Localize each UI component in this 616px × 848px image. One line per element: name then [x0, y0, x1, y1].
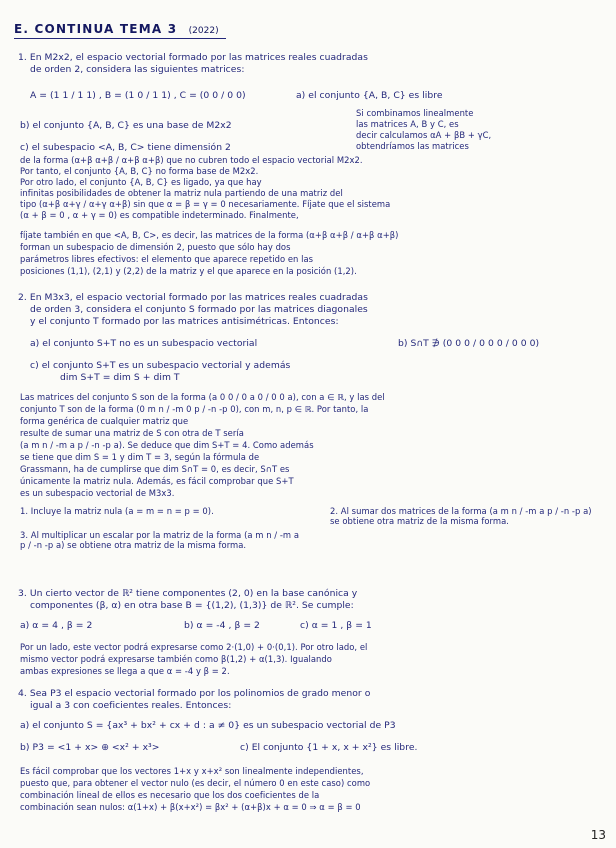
- q2-option-a: a) el conjunto S+T no es un subespacio vectorial: [30, 338, 258, 349]
- q2-body-6: se tiene que dim S = 1 y dim T = 3, según la fórmula de: [20, 452, 260, 462]
- q4-body-4: combinación sean nulos: α(1+x) + β(x+x²) = βx² + (α+β)x + α = 0 ⇒ α = β = 0: [20, 802, 361, 812]
- q3-body-2: mismo vector podrá expresarse también como β(1,2) + α(1,3). Igualando: [20, 654, 332, 664]
- q2-body-5: (a m n / -m a p / -n -p a). Se deduce que dim S+T = 4. Como además: [20, 440, 314, 450]
- q2-option-c-continued: dim S+T = dim S + dim T: [60, 372, 180, 383]
- q1-body-1: de la forma (α+β α+β / α+β α+β) que no cubren todo el espacio vectorial M2x2.: [20, 155, 363, 165]
- q1-matrices: A = (1 1 / 1 1) , B = (1 0 / 1 1) , C = (0 0 / 0 0): [30, 90, 246, 101]
- q2-prompt-2: de orden 3, considera el conjunto S formado por las matrices diagonales: [30, 304, 368, 315]
- q1-side-note-2: las matrices A, B y C, es: [356, 119, 459, 129]
- q1-body-8: forman un subespacio de dimensión 2, puesto que sólo hay dos: [20, 242, 291, 252]
- q1-side-note-3: decir calculamos αA + βB + γC,: [356, 130, 492, 140]
- q2-option-c: c) el conjunto S+T es un subespacio vectorial y además: [30, 360, 291, 371]
- title-year: (2022): [188, 26, 219, 36]
- q4-prompt-1: 4. Sea P3 el espacio vectorial formado por los polinomios de grado menor o: [18, 688, 371, 699]
- q2-note-3: 3. Al multiplicar un escalar por la matriz de la forma (a m n / -m a p / -n -p a) se obtiene otra matriz de la misma forma.: [20, 530, 300, 550]
- q1-body-4: infinitas posibilidades de obtener la matriz nula partiendo de una matriz del: [20, 188, 343, 198]
- q2-prompt-3: y el conjunto T formado por las matrices antisimétricas. Entonces:: [30, 316, 339, 327]
- q1-option-b: b) el conjunto {A, B, C} es una base de M2x2: [20, 120, 232, 131]
- q1-body-5: tipo (α+β α+γ / α+γ α+β) sin que α = β = γ = 0 necesariamente. Fíjate que el sistema: [20, 199, 391, 209]
- q2-body-9: es un subespacio vectorial de M3x3.: [20, 488, 175, 498]
- q4-option-c: c) El conjunto {1 + x, x + x²} es libre.: [240, 742, 418, 753]
- q2-body-7: Grassmann, ha de cumplirse que dim S∩T = 0, es decir, S∩T es: [20, 464, 290, 474]
- q1-body-10: posiciones (1,1), (2,1) y (2,2) de la matriz y el que aparece en la posición (1,2).: [20, 266, 357, 276]
- q3-option-b: b) α = -4 , β = 2: [184, 620, 260, 631]
- title-text: E. CONTINUA TEMA 3: [14, 22, 178, 36]
- q3-prompt-1: 3. Un cierto vector de ℝ² tiene componentes (2, 0) en la base canónica y: [18, 588, 358, 599]
- q3-body-1: Por un lado, este vector podrá expresarse como 2·(1,0) + 0·(0,1). Por otro lado, el: [20, 642, 368, 652]
- page-number: 13: [590, 828, 606, 842]
- q1-prompt-2: de orden 2, considera las siguientes matrices:: [30, 64, 245, 75]
- q4-body-3: combinación lineal de ellos es necesario que los dos coeficientes de la: [20, 790, 320, 800]
- q3-option-a: a) α = 4 , β = 2: [20, 620, 93, 631]
- q4-body-1: Es fácil comprobar que los vectores 1+x y x+x² son linealmente independientes,: [20, 766, 364, 776]
- q1-body-2: Por tanto, el conjunto {A, B, C} no forma base de M2x2.: [20, 166, 259, 176]
- q2-body-4: resulte de sumar una matriz de S con otra de T sería: [20, 428, 244, 438]
- title-underline: [14, 38, 226, 39]
- q2-body-2: conjunto T son de la forma (0 m n / -m 0 p / -n -p 0), con m, n, p ∈ ℝ. Por tanto, la: [20, 404, 369, 414]
- q1-side-note-4: obtendríamos las matrices: [356, 141, 469, 151]
- q4-option-b: b) P3 = <1 + x> ⊕ <x² + x³>: [20, 742, 160, 753]
- q2-note-2: 2. Al sumar dos matrices de la forma (a m n / -m a p / -n -p a) se obtiene otra matriz de la misma forma.: [330, 506, 592, 526]
- q1-option-c: c) el subespacio <A, B, C> tiene dimensión 2: [20, 142, 231, 153]
- q4-body-2: puesto que, para obtener el vector nulo (es decir, el número 0 en este caso) como: [20, 778, 371, 788]
- q1-body-3: Por otro lado, el conjunto {A, B, C} es ligado, ya que hay: [20, 177, 262, 187]
- q1-body-6: (α + β = 0 , α + γ = 0) es compatible indeterminado. Finalmente,: [20, 210, 299, 220]
- q2-body-3: forma genérica de cualquier matriz que: [20, 416, 189, 426]
- q3-body-3: ambas expresiones se llega a que α = -4 y β = 2.: [20, 666, 230, 676]
- q1-prompt-1: 1. En M2x2, el espacio vectorial formado por las matrices reales cuadradas: [18, 52, 368, 63]
- q4-option-a: a) el conjunto S = {ax³ + bx² + cx + d : a ≠ 0} es un subespacio vectorial de P3: [20, 720, 396, 731]
- q3-option-c: c) α = 1 , β = 1: [300, 620, 372, 631]
- page-title: [14, 22, 219, 36]
- q2-body-8: únicamente la matriz nula. Además, es fácil comprobar que S+T: [20, 476, 294, 486]
- q1-side-note-1: Si combinamos linealmente: [356, 108, 474, 118]
- q2-prompt-1: 2. En M3x3, el espacio vectorial formado por las matrices reales cuadradas: [18, 292, 368, 303]
- q2-body-1: Las matrices del conjunto S son de la forma (a 0 0 / 0 a 0 / 0 0 a), con a ∈ ℝ, y las del: [20, 392, 385, 402]
- q1-body-7: fíjate también en que <A, B, C>, es decir, las matrices de la forma (α+β α+β / α+β α+β): [20, 230, 399, 240]
- q2-option-b: b) S∩T ∌ (0 0 0 / 0 0 0 / 0 0 0): [398, 338, 540, 349]
- q1-option-a: a) el conjunto {A, B, C} es libre: [296, 90, 443, 101]
- q3-prompt-2: componentes (β, α) en otra base B = {(1,2), (1,3)} de ℝ². Se cumple:: [30, 600, 354, 611]
- q1-body-9: parámetros libres efectivos: el elemento que aparece repetido en las: [20, 254, 314, 264]
- q2-note-1: 1. Incluye la matriz nula (a = m = n = p = 0).: [20, 506, 214, 516]
- q4-prompt-2: igual a 3 con coeficientes reales. Entonces:: [30, 700, 232, 711]
